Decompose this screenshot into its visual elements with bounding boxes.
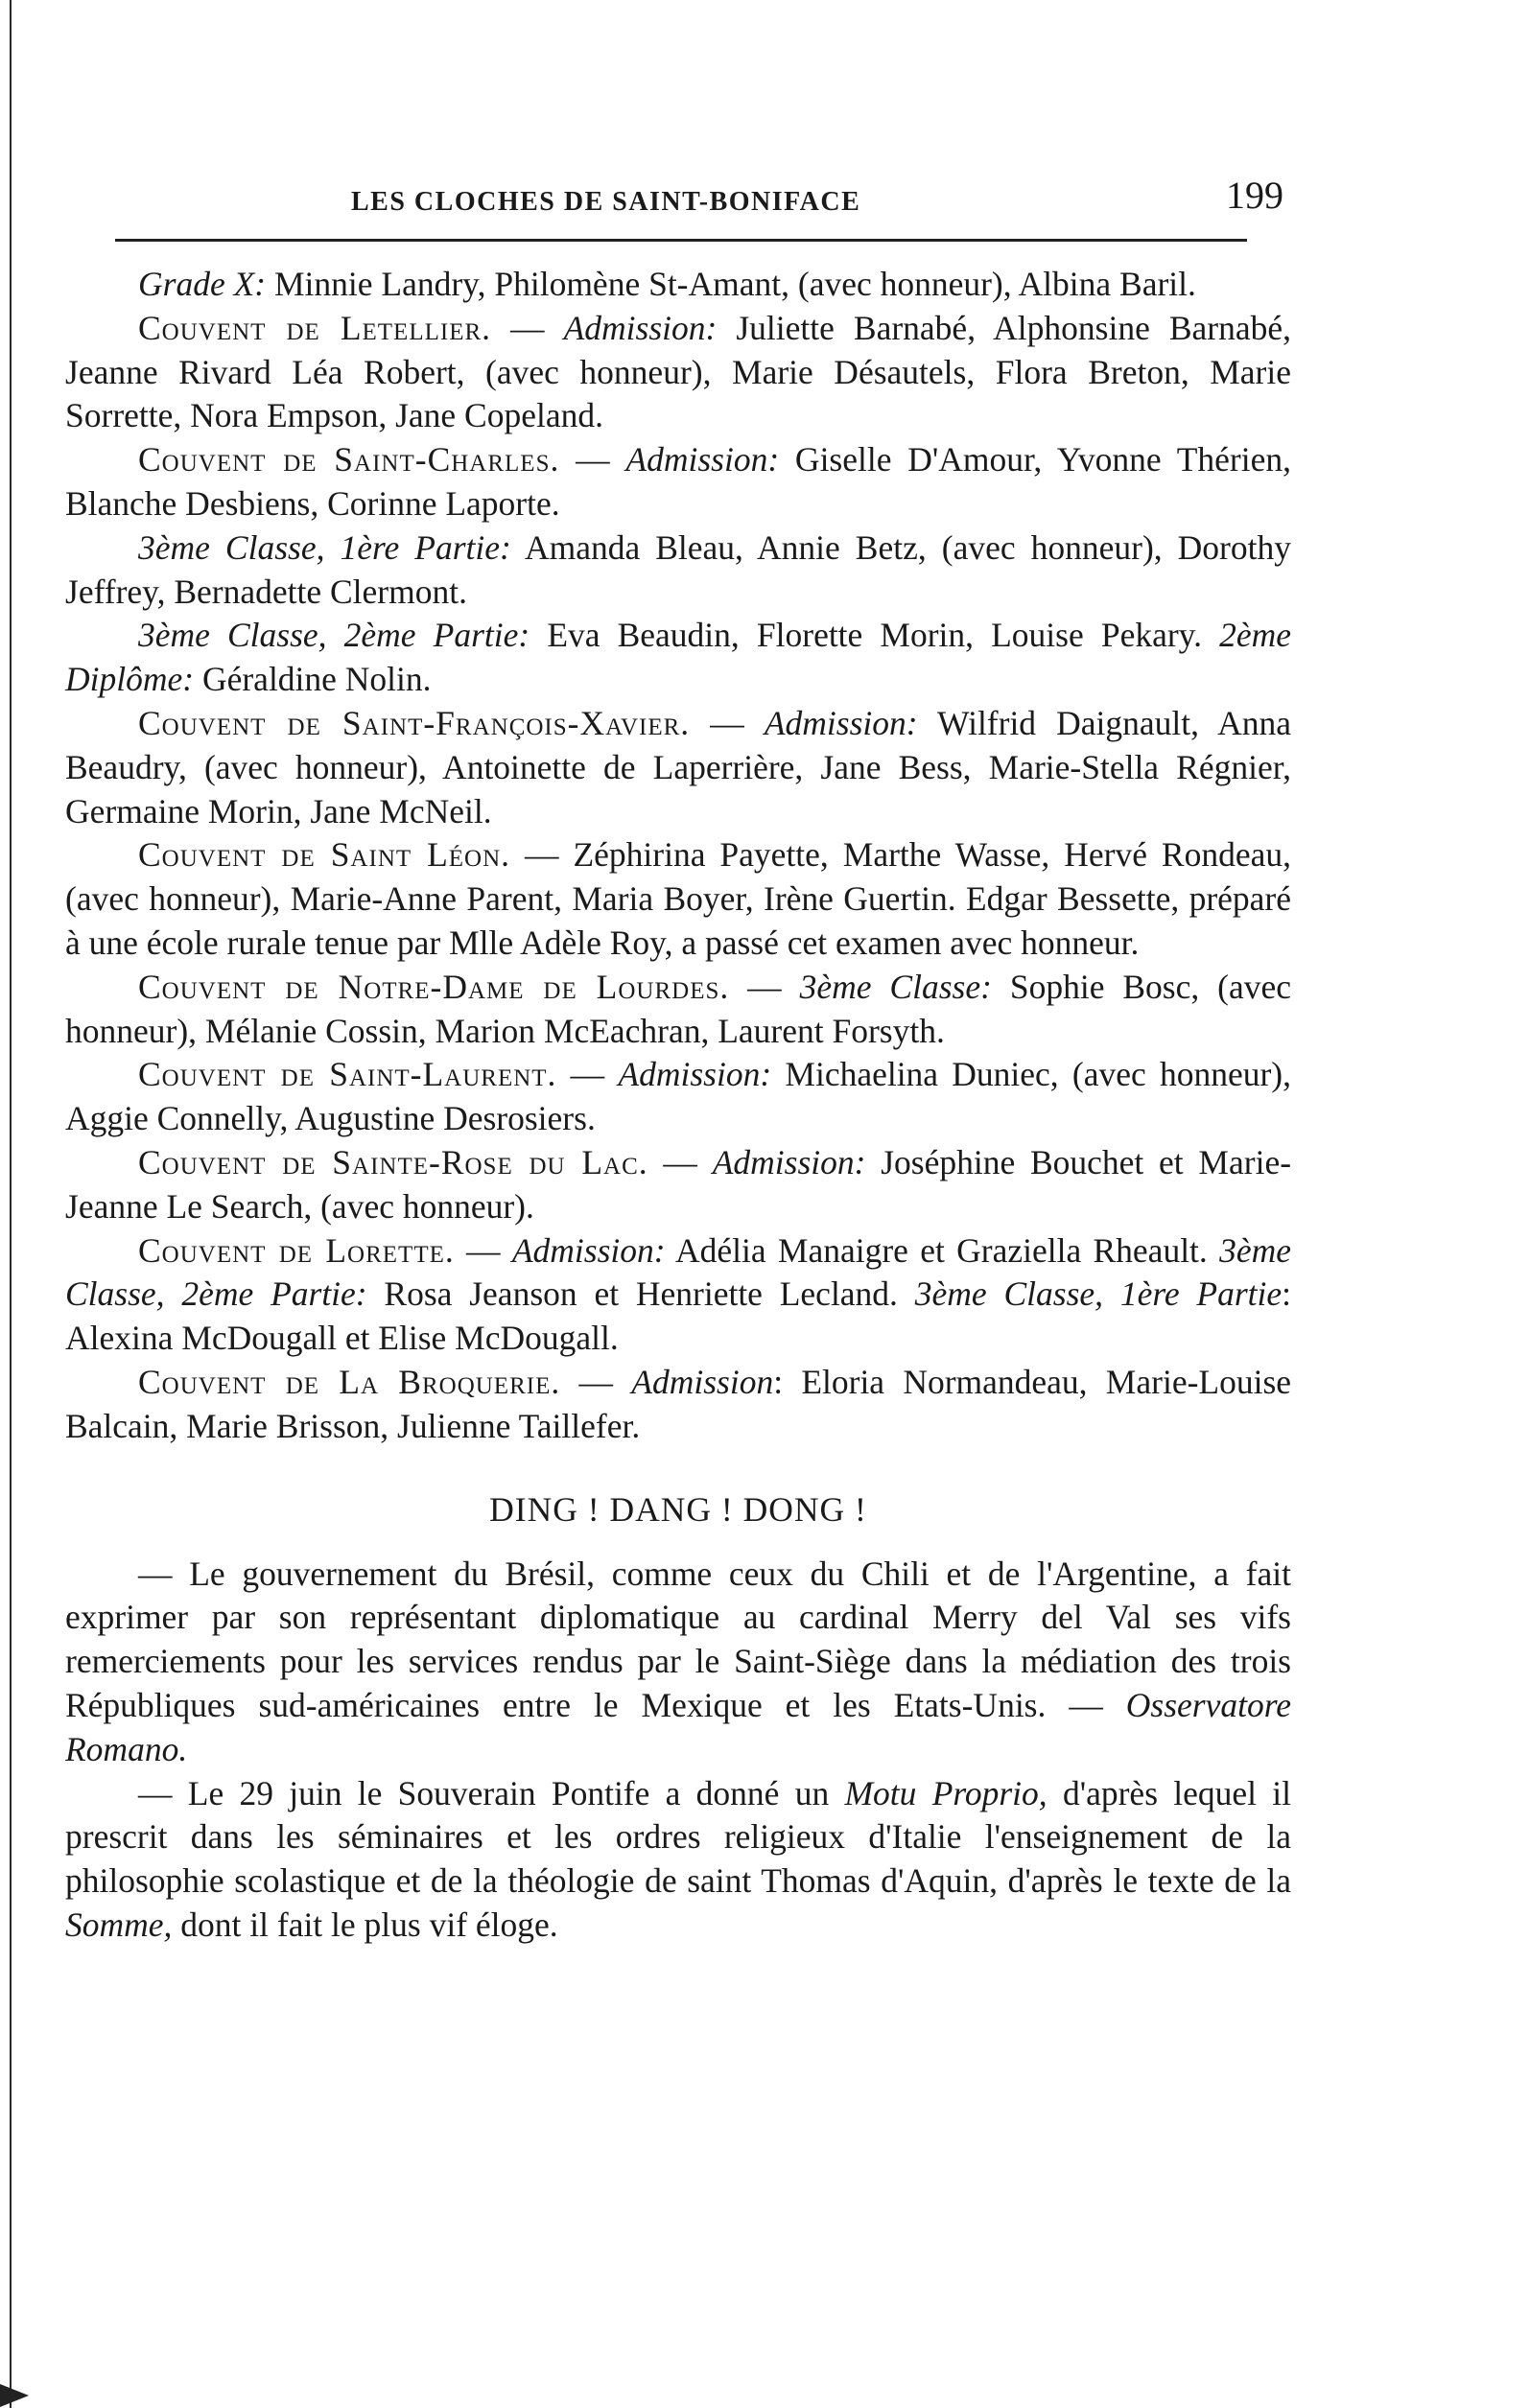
header-rule bbox=[115, 239, 1247, 242]
paragraph-text: : Eloria Normandeau, Marie-Louise Balcain, Marie Brisson, Julienne Taillefer. bbox=[65, 1362, 1292, 1445]
convent-name: Couvent de Letellier. bbox=[138, 308, 492, 347]
paragraph-text: — bbox=[491, 308, 564, 347]
paragraph-text: d'après lequel il prescrit dans les séminaires et les ordres religieux d'Italie l'enseignement de la philosophie scolastique et de la théologie de saint Thomas d'Aquin, d'après le texte de la bbox=[65, 1773, 1292, 1901]
paragraph-text: — bbox=[690, 703, 765, 742]
paragraph-text: Giselle D'Amour, Yvonne Thérien, Blanche Desbiens, Corinne Laporte. bbox=[65, 440, 1291, 523]
italic-label: Admission: bbox=[618, 1055, 772, 1094]
page-number: 199 bbox=[1226, 174, 1283, 217]
italic-label: Admission: bbox=[712, 1142, 866, 1181]
paragraph-text: Sophie Bosc, (avec honneur), Mélanie Cossin, Marion McEachran, Laurent Forsyth. bbox=[65, 967, 1291, 1050]
paragraph-text: — bbox=[454, 1230, 512, 1270]
italic-label: Somme, bbox=[65, 1905, 173, 1944]
results-list bbox=[65, 263, 1291, 1449]
list-paragraph bbox=[65, 966, 1291, 1054]
italic-label: Admission: bbox=[764, 703, 918, 742]
page-edge-line bbox=[10, 0, 12, 2408]
list-paragraph bbox=[65, 263, 1291, 307]
paragraph-text: : Alexina McDougall et Elise McDougall. bbox=[65, 1274, 1291, 1358]
list-paragraph bbox=[65, 702, 1291, 833]
paragraph-text: Juliette Barnabé, Alphonsine Barnabé, Jeanne Rivard Léa Robert, (avec honneur), Marie Désautels, Flora Breton, Marie Sorrette, Nora Empson, Jane Copeland. bbox=[65, 308, 1291, 435]
paragraph-text: Wilfrid Daignault, Anna Beaudry, (avec honneur), Antoinette de Laperrière, Jane Bess, Marie-Stella Régnier, Germaine Morin, Jane McNeil. bbox=[65, 703, 1292, 830]
list-paragraph bbox=[65, 614, 1291, 702]
list-paragraph bbox=[65, 833, 1291, 965]
italic-label: 3ème Classe, 1ère Partie bbox=[914, 1274, 1283, 1314]
italic-label: 3ème Classe, 2ème Partie: bbox=[138, 616, 530, 655]
paragraph-text: Joséphine Bouchet et Marie-Jeanne Le Search, (avec honneur). bbox=[65, 1142, 1292, 1226]
convent-name: Couvent de Sainte-Rose du Lac. bbox=[138, 1142, 648, 1181]
italic-label: 3ème Classe, 2ème Partie: bbox=[65, 1230, 1291, 1314]
paragraph-text: — bbox=[560, 1362, 632, 1401]
paragraph-text: Géraldine Nolin. bbox=[194, 660, 432, 699]
paragraph-text: — Le gouvernement du Brésil, comme ceux du Chili et de l'Argentine, a fait exprimer par son représentant diplomatique au cardinal Merry del Val ses vifs remerciements pour les services rendus par le Saint-Siège dans la médiation des trois Républiques sud-américaines entre le Mexique et les Etats-Unis. — bbox=[65, 1554, 1291, 1724]
running-title: LES CLOCHES DE SAINT-BONIFACE bbox=[351, 187, 861, 217]
italic-label: Motu Proprio, bbox=[844, 1773, 1047, 1812]
paragraph-text: — bbox=[729, 967, 800, 1006]
list-paragraph bbox=[65, 1053, 1291, 1141]
list-paragraph bbox=[65, 438, 1291, 526]
list-paragraph bbox=[65, 1361, 1291, 1449]
convent-name: Couvent de Saint Léon. bbox=[138, 835, 511, 875]
corner-mark bbox=[0, 2384, 29, 2407]
paragraph-text: Adélia Manaigre et Graziella Rheault. bbox=[665, 1230, 1220, 1270]
convent-name: Couvent de Lorette. bbox=[138, 1230, 455, 1270]
paragraph-text: — bbox=[556, 1055, 619, 1094]
italic-label: 2ème Diplôme: bbox=[65, 616, 1291, 699]
paragraph-text: — bbox=[647, 1142, 713, 1181]
convent-name: Couvent de Notre-Dame de Lourdes. bbox=[138, 967, 730, 1006]
news-paragraph bbox=[65, 1553, 1291, 1772]
paragraph-text: — Le 29 juin le Souverain Pontife a donné un bbox=[138, 1773, 845, 1812]
italic-label: 3ème Classe, 1ère Partie: bbox=[138, 527, 511, 567]
page-header bbox=[65, 173, 1291, 239]
list-paragraph bbox=[65, 1141, 1291, 1229]
paragraph-text: — bbox=[559, 440, 626, 479]
list-paragraph bbox=[65, 307, 1291, 438]
italic-label: Admission: bbox=[563, 308, 718, 347]
paragraph-text: Amanda Bleau, Annie Betz, (avec honneur), Dorothy Jeffrey, Bernadette Clermont. bbox=[65, 527, 1291, 611]
page bbox=[65, 173, 1291, 1948]
italic-label: Admission: bbox=[511, 1230, 666, 1270]
paragraph-text: Michaelina Duniec, (avec honneur), Aggie Connelly, Augustine Desrosiers. bbox=[65, 1055, 1292, 1138]
convent-name: Couvent de La Broquerie. bbox=[138, 1362, 561, 1401]
italic-label: Admission bbox=[631, 1362, 774, 1401]
news-paragraph bbox=[65, 1772, 1291, 1948]
list-paragraph bbox=[65, 526, 1291, 615]
news-section bbox=[65, 1553, 1291, 1948]
italic-label: 3ème Classe: bbox=[799, 967, 992, 1006]
convent-name: Couvent de Saint-François-Xavier. bbox=[138, 703, 691, 742]
paragraph-text: Rosa Jeanson et Henriette Lecland. bbox=[366, 1274, 915, 1314]
convent-name: Couvent de Saint-Laurent. bbox=[138, 1055, 557, 1094]
paragraph-text: dont il fait le plus vif éloge. bbox=[172, 1905, 558, 1944]
convent-name: Couvent de Saint-Charles. bbox=[138, 440, 560, 479]
section-title: DING ! DANG ! DONG ! bbox=[489, 1489, 867, 1529]
italic-label: Osservatore Romano. bbox=[65, 1685, 1291, 1768]
paragraph-text: Eva Beaudin, Florette Morin, Louise Pekary. bbox=[530, 616, 1220, 655]
paragraph-text: — Zéphirina Payette, Marthe Wasse, Hervé Rondeau, (avec honneur), Marie-Anne Parent, Maria Boyer, Irène Guertin. Edgar Bessette, préparé à une école rurale tenue par Mlle Adèle Roy, a passé cet examen avec honneur. bbox=[65, 835, 1291, 962]
paragraph-text: Minnie Landry, Philomène St-Amant, (avec honneur), Albina Baril. bbox=[266, 265, 1196, 303]
italic-label: Admission: bbox=[625, 440, 780, 479]
italic-label: Grade X: bbox=[138, 265, 267, 303]
list-paragraph bbox=[65, 1229, 1291, 1361]
